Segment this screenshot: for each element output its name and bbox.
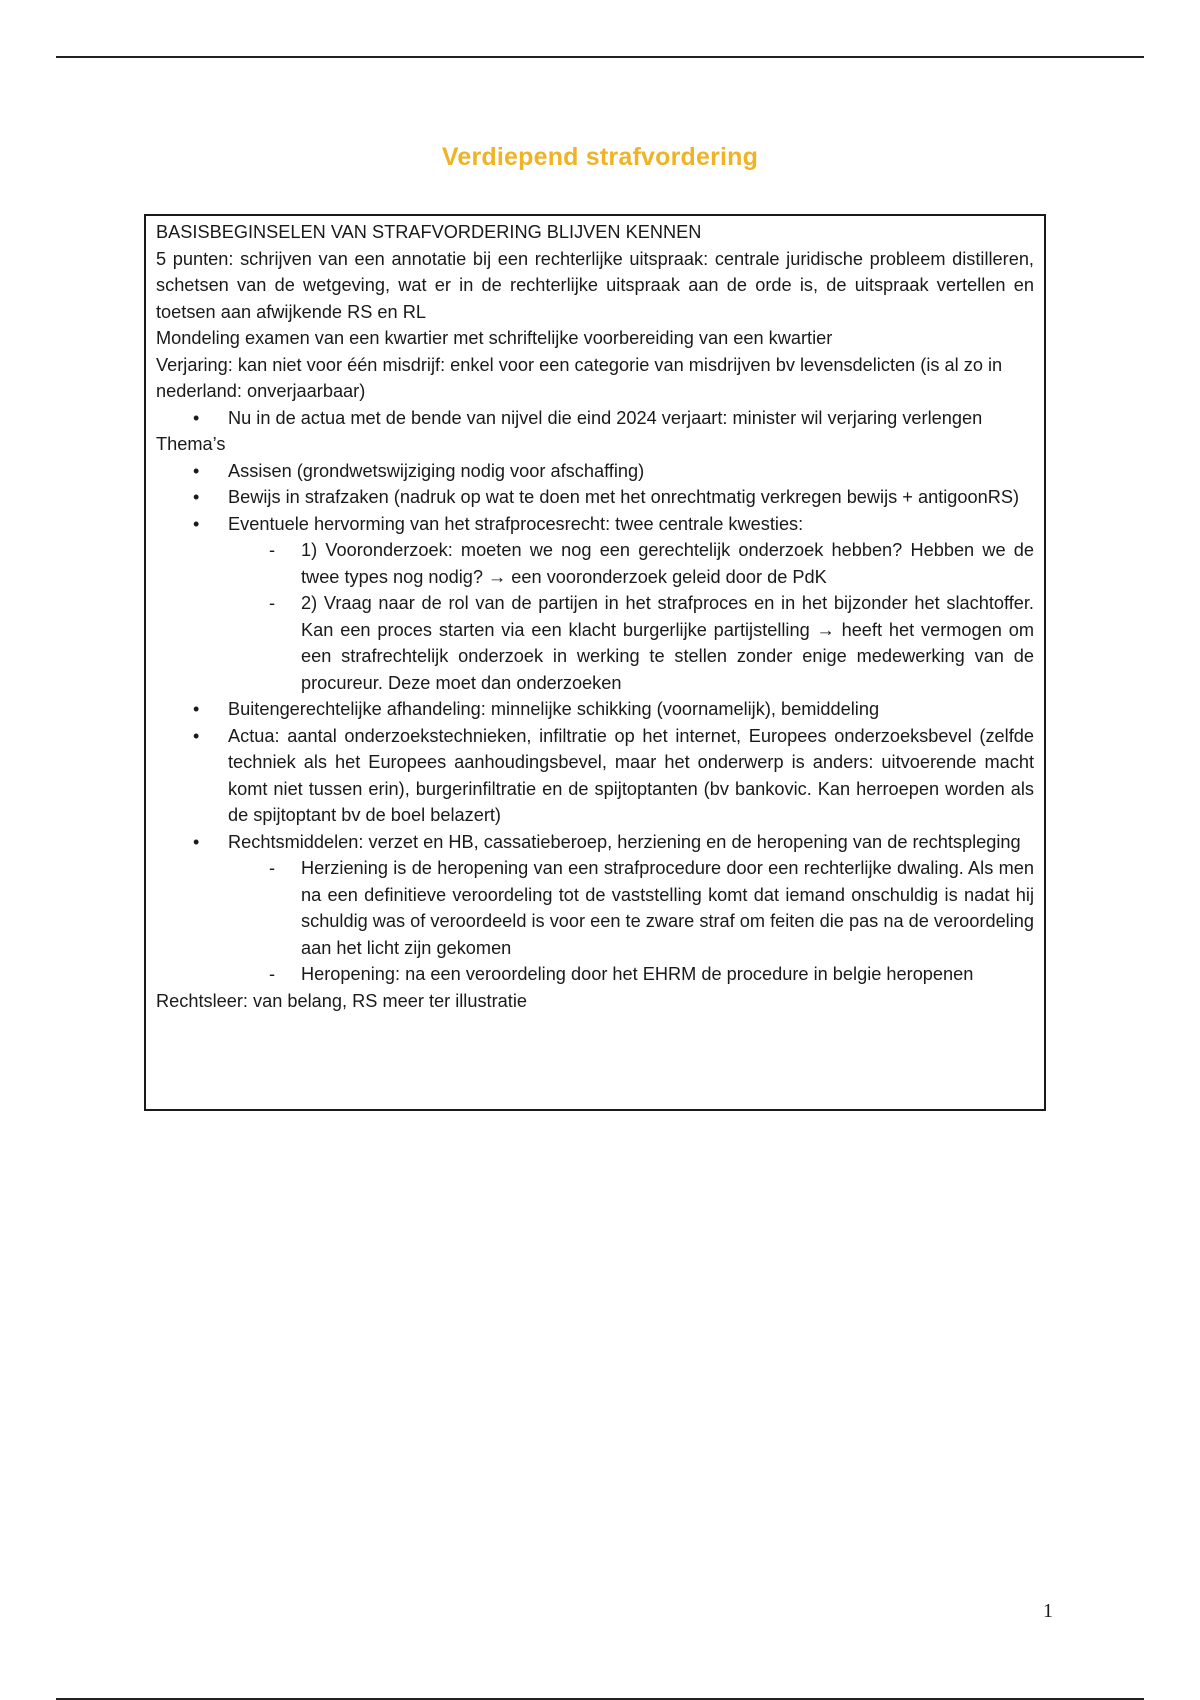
content-box <box>144 214 1046 1111</box>
list-item: • Assisen (grondwetswijziging nodig voor afschaffing) <box>156 458 1034 485</box>
list-item: • Actua: aantal onderzoekstechnieken, infiltratie op het internet, Europees onderzoeksbevel (zelfde techniek als het Europees aanhoudingsbevel, maar het onderwerp is anders: uitvoerende macht komt niet tussen erin), burgerinfiltratie en de spijtoptanten (bv bankovic. Kan herroepen worden als de spijtoptant bv de boel belazert) <box>156 723 1034 829</box>
sub-list-item: - 2) Vraag naar de rol van de partijen in het strafproces en in het bijzonder het slachtoffer. Kan een proces starten via een klacht burgerlijke partijstelling → heeft het vermogen om een strafrechtelijk onderzoek in werking te stellen zonder enige medewerking van de procureur. Deze moet dan onderzoeken <box>156 590 1034 696</box>
rechtsleer-line: Rechtsleer: van belang, RS meer ter illustratie <box>156 990 527 1011</box>
points-paragraph: 5 punten: schrijven van een annotatie bij een rechterlijke uitspraak: centrale juridische probleem distilleren, schetsen van de wetgeving, wat er in de rechterlijke uitspraak aan de orde is, de uitspraak vertellen en toetsen aan afwijkende RS en RL <box>156 248 1034 322</box>
sub-list-item: - Herziening is de heropening van een strafprocedure door een rechterlijke dwaling. Als men na een definitieve veroordeling tot de vaststelling komt dat iemand onschuldig is nadat hij schuldig was of veroordeeld is voor een te zware straf om feiten die pas na de veroordeling aan het licht zijn gekomen <box>156 855 1034 961</box>
heading-line: BASISBEGINSELEN VAN STRAFVORDERING BLIJVEN KENNEN <box>156 222 702 242</box>
sub-list-item: - Heropening: na een veroordeling door het EHRM de procedure in belgie heropenen <box>156 961 1034 988</box>
themas-label: Thema’s <box>156 434 226 454</box>
list-item: • Nu in de actua met de bende van nijvel die eind 2024 verjaart: minister wil verjaring verlengen <box>156 405 1034 432</box>
page-number: 1 <box>1043 1600 1053 1622</box>
header-rule <box>56 56 1144 58</box>
list-item <box>156 511 1034 697</box>
exam-line: Mondeling examen van een kwartier met schriftelijke voorbereiding van een kwartier <box>156 328 833 348</box>
themas-list <box>156 458 1034 988</box>
list-item: • Bewijs in strafzaken (nadruk op wat te doen met het onrechtmatig verkregen bewijs + antigoonRS) <box>156 484 1034 511</box>
hervorming-sublist <box>156 537 1034 696</box>
list-item <box>156 829 1034 988</box>
list-item-text: • Rechtsmiddelen: verzet en HB, cassatieberoep, herziening en de heropening van de rechtspleging <box>228 831 1021 852</box>
document-title: Verdiepend strafvordering <box>441 143 759 171</box>
verjaring-list <box>156 405 1034 432</box>
list-item: • Buitengerechtelijke afhandeling: minnelijke schikking (voornamelijk), bemiddeling <box>156 696 1034 723</box>
list-item-text: Eventuele hervorming van het strafprocesrecht: twee centrale kwesties: <box>228 513 804 534</box>
sub-list-item: - 1) Vooronderzoek: moeten we nog een gerechtelijk onderzoek hebben? Hebben we de twee types nog nodig? → een vooronderzoek geleid door de PdK <box>156 537 1034 590</box>
verjaring-paragraph: Verjaring: kan niet voor één misdrijf: enkel voor een categorie van misdrijven bv levensdelicten (is al zo in nederland: onverjaarbaar) <box>156 354 1003 401</box>
rechtsmiddelen-sublist <box>156 855 1034 988</box>
